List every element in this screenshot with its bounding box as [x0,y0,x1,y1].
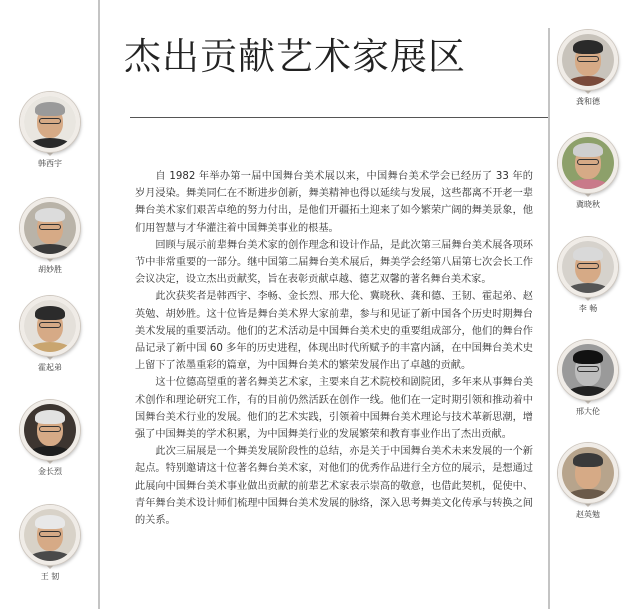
portrait-photo [558,443,618,503]
portrait-photo [20,296,80,356]
portrait-photo [558,30,618,90]
left-divider-line [98,0,100,609]
artist-portrait-hu-miaosheng [14,198,86,275]
article-paragraph: 回顾与展示前辈舞台美术家的创作理念和设计作品，是此次第三届舞台美术展各项环节中非常重要的一部分。继中国第二届舞台美术展后，舞美学会经第八届第七次会长工作会议决定，设立杰出贡献奖，旨在表彰贡献卓越、德艺双馨的著名舞台美术家。 [135,239,533,286]
artist-name: 赵英勉 [576,510,600,519]
article-paragraph: 自 1982 年举办第一届中国舞台美术展以来，中国舞台美术学会已经历了 33 年的岁月浸染。舞美同仁在不断进步创新，舞美精神也得以延续与发展，这些都离不开老一辈舞台美术家们艰苦卓绝的努力付出，是他们开疆拓土迎来了如今繁荣广阔的舞美景象，他们用智慧与才华灌注着中国舞美事业的根基。 [135,171,533,234]
artist-portrait-gong-hede [552,30,624,107]
artist-name: 胡妙胜 [38,265,62,274]
article-body [135,168,533,529]
artist-name: 霍起弟 [38,363,62,372]
article-paragraph: 此次三届展是一个舞美发展阶段性的总结，亦是关于中国舞台美术未来发展的一个新起点。特别邀请这十位著名舞台美术家，对他们的优秀作品进行全方位的展示，是想通过此展向中国舞台美术事业做出贡献的前辈艺术家表示崇高的敬意，也借此契机，促使中、青年舞台美术设计师们梳理中国舞台美术发展的脉络，深入思考舞美文化传承与转换之间的关系。 [135,446,533,527]
article-paragraph: 此次获奖者是韩西宇、李畅、金长烈、邢大伦、冀晓秋、龚和德、王韧、霍起弟、赵英勉、胡妙胜。这十位皆是舞台美术界大家前辈，参与和见证了新中国各个历史时期舞台美术发展的重要活动。他们的艺术活动是中国舞台美术史的重要组成部分，他们的舞台作品记录了新中国 60 多年的历史进程，体现出时代所赋予的丰富内涵，在中国舞台美术史上留下了浓墨重彩的篇章，为中国舞台美术的繁荣发展作出了卓越的贡献。 [135,291,533,372]
portrait-photo [558,340,618,400]
artist-portrait-wang-ren [14,505,86,582]
portrait-photo [20,505,80,565]
portrait-photo [558,237,618,297]
portrait-photo [558,133,618,193]
artist-portrait-zhao-yingmian [552,443,624,520]
artist-name: 邢大伦 [576,407,600,416]
right-divider-line [548,28,550,609]
artist-portrait-xing-dalun [552,340,624,417]
artist-portrait-li-chang [552,237,624,314]
artist-name: 冀晓秋 [576,200,600,209]
portrait-photo [20,400,80,460]
artist-name: 李 畅 [578,304,598,313]
artist-name: 龚和德 [576,97,600,106]
artist-name: 王 韧 [40,572,60,581]
title-rule [130,117,548,118]
portrait-photo [20,198,80,258]
portrait-photo [20,92,80,152]
artist-portrait-jin-changlie [14,400,86,477]
artist-name: 金长烈 [38,467,62,476]
artist-name: 韩西宇 [38,159,62,168]
artist-portrait-ji-xiaoqiu [552,133,624,210]
page-title: 杰出贡献艺术家展区 [124,35,466,78]
article-paragraph: 这十位德高望重的著名舞美艺术家，主要来自艺术院校和剧院团，多年来从事舞台美术创作和理论研究工作，有的目前仍然活跃在创作一线。他们在一定时期引领和推动着中国舞台美术行业的发展。他们的艺术实践，引领着中国舞台美术理论与技术革新思潮，增强了中国舞美的学术积累，为中国舞美行业的发展繁荣和教育事业作出了杰出贡献。 [135,377,533,441]
artist-portrait-han-xiyu [14,92,86,169]
artist-portrait-huo-qidi [14,296,86,373]
